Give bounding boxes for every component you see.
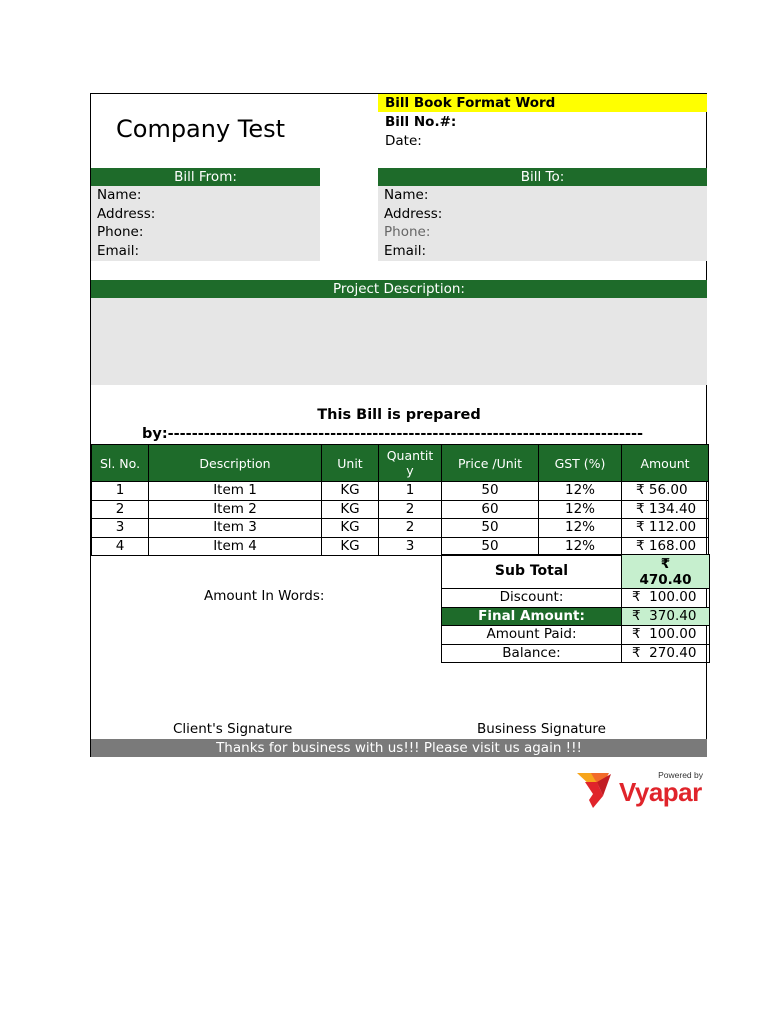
cell-amount: ₹ 112.00 xyxy=(622,519,709,538)
table-header-row xyxy=(92,445,709,482)
vyapar-logo-icon xyxy=(577,770,617,810)
sub-total-amount: 470.40 xyxy=(639,571,692,588)
bill-to-heading: Bill To: xyxy=(378,168,707,186)
final-amount-label: Final Amount: xyxy=(442,607,622,626)
final-amount-row xyxy=(442,607,710,626)
cell-quantity: 1 xyxy=(379,482,442,501)
vyapar-brand xyxy=(577,768,707,810)
col-header-description: Description xyxy=(149,445,322,482)
cell-description: Item 2 xyxy=(149,500,322,519)
cell-amount: ₹ 168.00 xyxy=(622,537,709,556)
company-name: Company Test xyxy=(116,115,286,143)
items-table xyxy=(91,444,709,556)
cell-amount: ₹ 134.40 xyxy=(622,500,709,519)
cell-description: Item 4 xyxy=(149,537,322,556)
bill-to-name: Name: xyxy=(384,187,429,203)
cell-price: 60 xyxy=(442,500,539,519)
cell-quantity: 3 xyxy=(379,537,442,556)
bill-number-label: Bill No.#: xyxy=(385,114,457,130)
col-header-sl-no: Sl. No. xyxy=(92,445,149,482)
footer-thanks: Thanks for business with us!!! Please visit us again !!! xyxy=(91,739,707,757)
discount-value: ₹ 100.00 xyxy=(622,589,710,608)
amount-in-words-label: Amount In Words: xyxy=(204,588,325,604)
cell-sl-no: 1 xyxy=(92,482,149,501)
bill-from-address: Address: xyxy=(97,205,156,222)
cell-sl-no: 3 xyxy=(92,519,149,538)
discount-label: Discount: xyxy=(442,589,622,608)
bill-sheet xyxy=(90,93,707,757)
cell-sl-no: 4 xyxy=(92,537,149,556)
col-header-quantity: Quantit y xyxy=(379,445,442,482)
table-row xyxy=(92,482,709,501)
table-row xyxy=(92,537,709,556)
summary-table xyxy=(441,554,710,663)
cell-price: 50 xyxy=(442,519,539,538)
document-title: Bill Book Format Word xyxy=(378,94,707,112)
amount-paid-label: Amount Paid: xyxy=(442,626,622,645)
bill-to-email: Email: xyxy=(384,242,427,259)
bill-to-address: Address: xyxy=(384,205,443,222)
cell-sl-no: 2 xyxy=(92,500,149,519)
bill-to-phone: Phone: xyxy=(384,224,431,240)
table-row xyxy=(92,519,709,538)
balance-label: Balance: xyxy=(442,644,622,663)
bill-from-email: Email: xyxy=(97,242,140,259)
cell-gst: 12% xyxy=(539,519,622,538)
balance-row xyxy=(442,644,710,663)
powered-by-text: Powered by xyxy=(658,770,703,780)
cell-gst: 12% xyxy=(539,500,622,519)
summary-block xyxy=(441,554,708,663)
col-header-unit: Unit xyxy=(322,445,379,482)
col-header-price-unit: Price /Unit xyxy=(442,445,539,482)
cell-unit: KG xyxy=(322,537,379,556)
cell-gst: 12% xyxy=(539,537,622,556)
cell-price: 50 xyxy=(442,482,539,501)
cell-quantity: 2 xyxy=(379,500,442,519)
project-description-area xyxy=(91,298,707,385)
cell-gst: 12% xyxy=(539,482,622,501)
discount-row xyxy=(442,589,710,608)
cell-description: Item 3 xyxy=(149,519,322,538)
cell-description: Item 1 xyxy=(149,482,322,501)
cell-price: 50 xyxy=(442,537,539,556)
col-header-amount: Amount xyxy=(622,445,709,482)
balance-value: ₹ 270.40 xyxy=(622,644,710,663)
bill-to-panel xyxy=(378,186,707,261)
business-signature-label: Business Signature xyxy=(477,721,606,737)
col-header-gst: GST (%) xyxy=(539,445,622,482)
sub-total-value xyxy=(622,555,710,589)
table-row xyxy=(92,500,709,519)
amount-paid-value: ₹ 100.00 xyxy=(622,626,710,645)
final-amount-value: ₹ 370.40 xyxy=(622,607,710,626)
amount-paid-row xyxy=(442,626,710,645)
bill-from-heading: Bill From: xyxy=(91,168,320,186)
project-description-heading: Project Description: xyxy=(91,280,707,298)
date-label: Date: xyxy=(385,133,422,149)
cell-amount: ₹ 56.00 xyxy=(622,482,709,501)
cell-quantity: 2 xyxy=(379,519,442,538)
bill-from-name: Name: xyxy=(97,187,142,203)
sub-total-row xyxy=(442,555,710,589)
prepared-by-dashes: by:------------------------------------------------------------------------------- xyxy=(142,426,644,442)
bill-from-phone: Phone: xyxy=(97,224,144,240)
sub-total-label: Sub Total xyxy=(442,555,622,589)
cell-unit: KG xyxy=(322,500,379,519)
cell-unit: KG xyxy=(322,519,379,538)
rupee-symbol: ₹ xyxy=(660,555,671,572)
client-signature-label: Client's Signature xyxy=(173,721,293,737)
vyapar-wordmark: Vyapar xyxy=(619,777,702,807)
prepared-by-line: This Bill is prepared xyxy=(317,407,481,423)
bill-from-panel xyxy=(91,186,320,261)
cell-unit: KG xyxy=(322,482,379,501)
